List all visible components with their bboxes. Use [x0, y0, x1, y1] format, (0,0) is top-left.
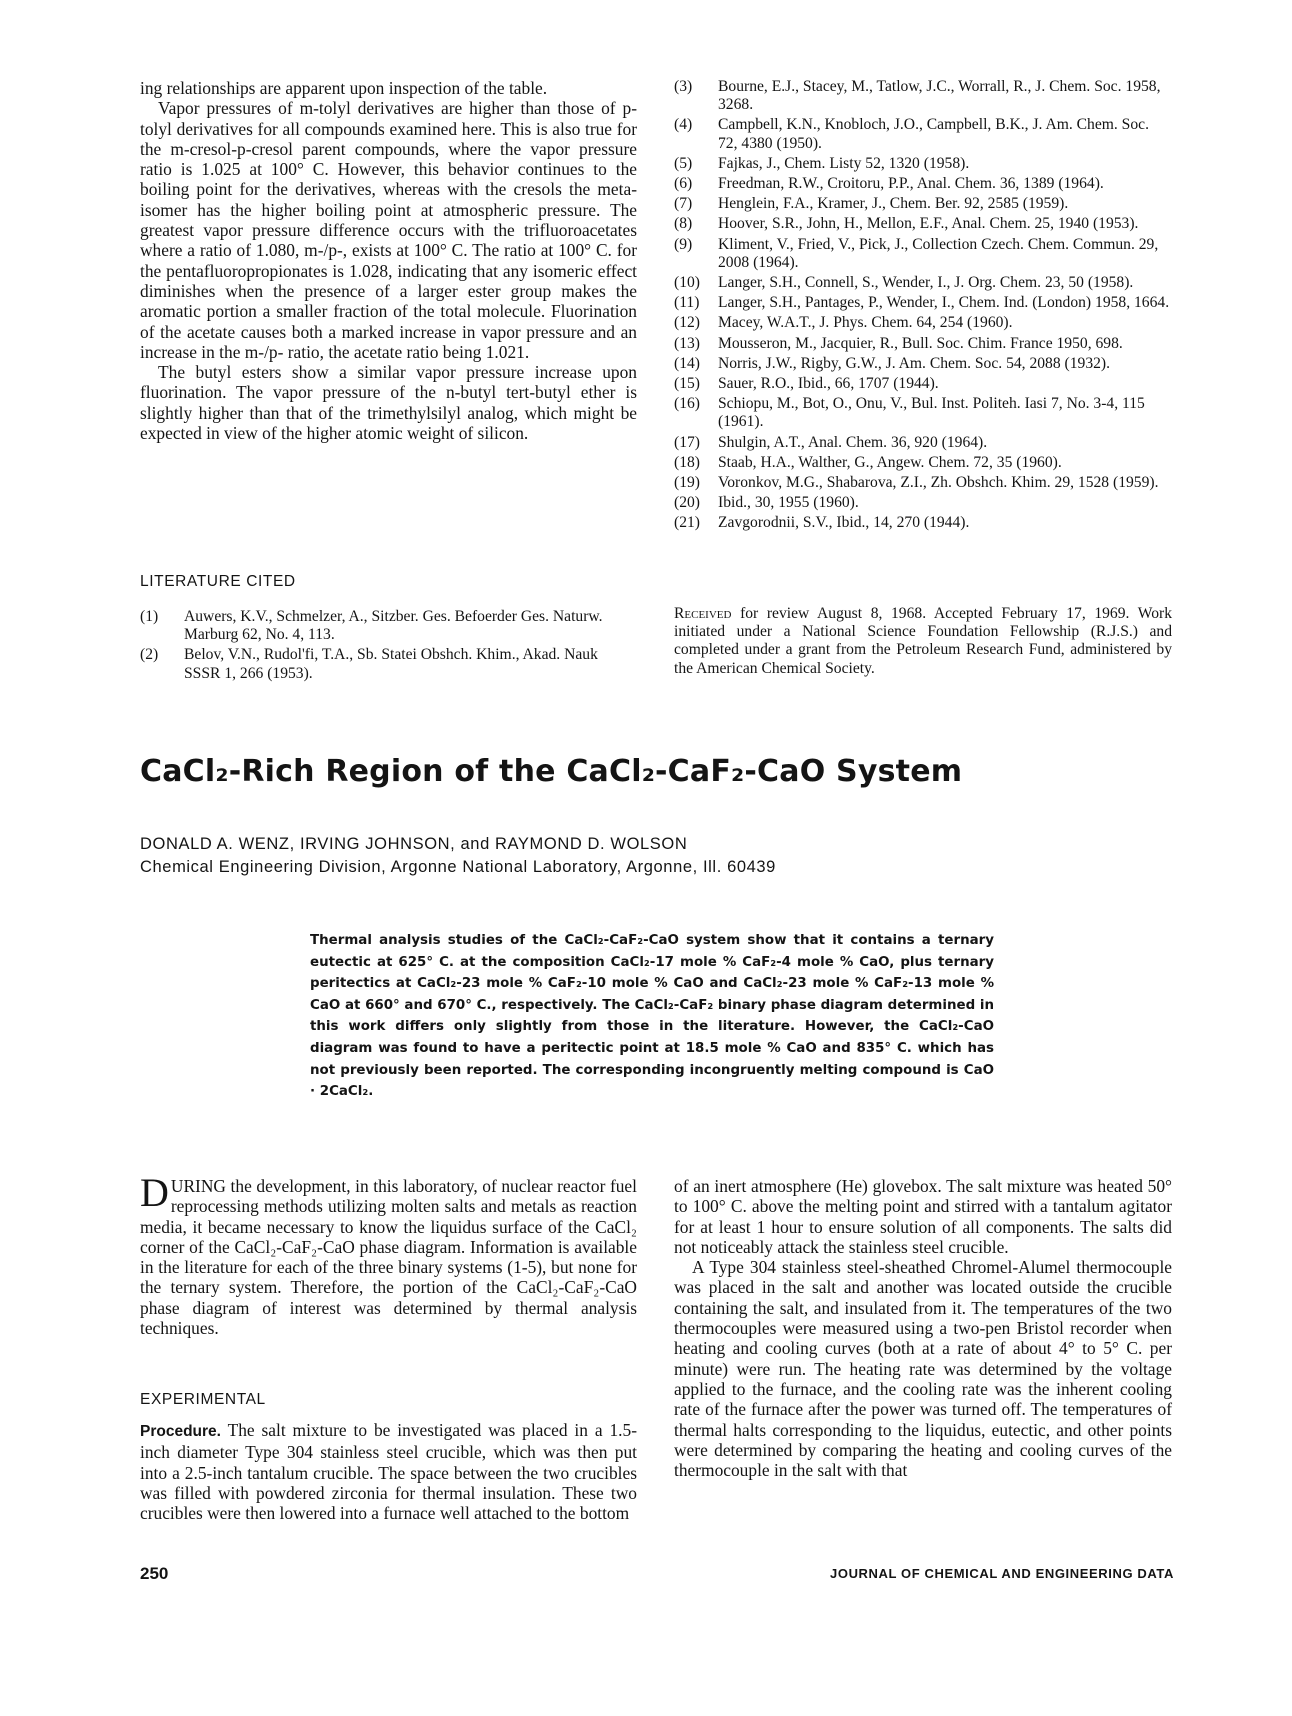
paragraph: Vapor pressures of m-tolyl derivatives are higher than those of p-tolyl derivatives for all compounds examined here. This is also true for the m-cresol-p-cresol parent compounds, where the vapor pressure ratio is 1.025 at 100° C. However, this behavior continues to the boiling point for the derivatives, whereas with the cresols the meta-isomer has the higher boiling point at atmospheric pressure. The greatest vapor pressure difference occurs with the trifluoroacetates where a ratio of 1.080, m-/p-, exists at 100° C. The ratio at 100° C. for the pentafluoropropionates is 1.028, indicating that any isomeric effect diminishes when the presence of a larger ester group makes the aromatic portion a smaller fraction of the total molecule. Fluorination of the acetate causes both a marked increase in vapor pressure and an increase in the m-/p- ratio, the acetate ratio being 1.021. [140, 98, 637, 362]
journal-name: JOURNAL OF CHEMICAL AND ENGINEERING DATA [830, 1566, 1174, 1581]
reference-number: (17) [674, 433, 700, 451]
reference-text: Freedman, R.W., Croitoru, P.P., Anal. Chem. 36, 1389 (1964). [718, 175, 1104, 193]
reference-item [674, 78, 1172, 114]
methods-column [674, 1176, 1172, 1480]
reference-number: (10) [674, 274, 700, 292]
prev-article-body [140, 78, 637, 443]
procedure-paragraph [140, 1420, 637, 1523]
drop-cap: D [140, 1170, 169, 1215]
reference-item [674, 474, 1172, 492]
reference-text: Staab, H.A., Walther, G., Angew. Chem. 72, 35 (1960). [718, 453, 1062, 471]
reference-text: Norris, J.W., Rigby, G.W., J. Am. Chem. Soc. 54, 2088 (1932). [718, 354, 1111, 372]
reference-item [674, 454, 1172, 472]
reference-item [140, 608, 637, 644]
page-number: 250 [140, 1564, 169, 1583]
reference-number: (5) [674, 154, 693, 172]
reference-item [674, 434, 1172, 452]
experimental-heading: EXPERIMENTAL [140, 1391, 266, 1408]
reference-text: Mousseron, M., Jacquier, R., Bull. Soc. Chim. France 1950, 698. [718, 334, 1123, 352]
reference-text: Voronkov, M.G., Shabarova, Z.I., Zh. Obshch. Khim. 29, 1528 (1959). [718, 474, 1159, 492]
procedure-section [140, 1420, 637, 1523]
reference-number: (12) [674, 314, 700, 332]
reference-number: (6) [674, 175, 693, 193]
abstract: Thermal analysis studies of the CaCl₂-CaF₂-CaO system show that it contains a ternary eutectic at 625° C. at the composition CaCl₂-17 mole % CaF₂-4 mole % CaO, plus ternary peritectics at CaCl₂-23 mole % CaF₂-10 mole % CaO and CaCl₂-23 mole % CaF₂-13 mole % CaO at 660° and 670° C., respectively. The CaCl₂-CaF₂ binary phase diagram determined in this work differs only slightly from those in the literature. However, the CaCl₂-CaO diagram was found to have a peritectic point at 18.5 mole % CaO and 835° C. which has not previously been reported. The corresponding incongruently melting compound is CaO · 2CaCl₂. [310, 933, 994, 1100]
reference-number: (19) [674, 474, 700, 492]
reference-text: Langer, S.H., Connell, S., Wender, I., J. Org. Chem. 23, 50 (1958). [718, 274, 1134, 292]
reference-number: (11) [674, 294, 700, 312]
reference-text: Schiopu, M., Bot, O., Onu, V., Bul. Inst. Politeh. Iasi 7, No. 3-4, 115 (1961). [718, 395, 1145, 431]
paragraph: ing relationships are apparent upon inspection of the table. [140, 78, 548, 98]
received-text: for review August 8, 1968. Accepted February 17, 1969. Work initiated under a National Science Foundation Fellowship (R.J.S.) and completed under a grant from the Petroleum Research Fund, administered by the American Chemical Society. [674, 605, 1172, 677]
reference-item [674, 494, 1172, 512]
reference-text: Zavgorodnii, S.V., Ibid., 14, 270 (1944). [718, 514, 970, 532]
author-block [140, 833, 776, 879]
reference-item [674, 294, 1172, 312]
reference-list-right [674, 78, 1172, 539]
reference-text: Hoover, S.R., John, H., Mellon, E.F., Anal. Chem. 25, 1940 (1953). [718, 215, 1139, 233]
reference-number: (20) [674, 494, 700, 512]
reference-item [674, 395, 1172, 431]
paragraph: of an inert atmosphere (He) glovebox. The salt mixture was heated 50° to 100° C. above the melting point and stirred with a tantalum agitator for at least 1 hour to ensure solution of all components. The salts did not noticeably attack the stainless steel crucible. [674, 1176, 1172, 1257]
procedure-label: Procedure. [140, 1423, 221, 1440]
intro-paragraph [140, 1170, 637, 1339]
reference-item [674, 236, 1172, 272]
reference-text: Auwers, K.V., Schmelzer, A., Sitzber. Ges. Befoerder Ges. Naturw. Marburg 62, No. 4, 113. [184, 608, 603, 644]
reference-number: (14) [674, 354, 700, 372]
article-title: CaCl₂-Rich Region of the CaCl₂-CaF₂-CaO System [140, 754, 963, 789]
reference-number: (3) [674, 78, 693, 95]
reference-number: (7) [674, 195, 693, 213]
reference-text: Macey, W.A.T., J. Phys. Chem. 64, 254 (1960). [718, 314, 1013, 332]
reference-number: (8) [674, 215, 693, 233]
reference-text: Sauer, R.O., Ibid., 66, 1707 (1944). [718, 375, 939, 393]
reference-item [140, 646, 637, 682]
reference-item [674, 116, 1172, 152]
reference-item [674, 514, 1172, 532]
reference-number: (1) [140, 608, 159, 625]
author-names: DONALD A. WENZ, IRVING JOHNSON, and RAYMOND D. WOLSON [140, 835, 688, 853]
reference-text: Langer, S.H., Pantages, P., Wender, I., Chem. Ind. (London) 1958, 1664. [718, 294, 1170, 312]
reference-number: (4) [674, 116, 693, 134]
reference-item [674, 335, 1172, 353]
procedure-text: The salt mixture to be investigated was placed in a 1.5-inch diameter Type 304 stainless steel crucible, which was then put into a 2.5-inch tantalum crucible. The space between the two crucibles was filled with powdered zirconia for thermal insulation. These two crucibles were then lowered into a furnace well attached to the bottom [140, 1420, 637, 1524]
reference-item [674, 355, 1172, 373]
reference-number: (9) [674, 235, 693, 253]
intro-text: URING the development, in this laboratory, of nuclear reactor fuel reprocessing methods utilizing molten salts and metals as reaction media, it became necessary to know the liquidus surface of the CaCl₂ corner of the CaCl₂-CaF₂-CaO phase diagram. Information is available in the literature for each of the three binary systems (1-5), but none for the ternary system. Therefore, the portion of the CaCl₂-CaF₂-CaO phase diagram of interest was determined by thermal analysis techniques. [140, 1176, 637, 1339]
reference-item [674, 155, 1172, 173]
reference-text: Kliment, V., Fried, V., Pick, J., Collection Czech. Chem. Commun. 29, 2008 (1964). [718, 235, 1159, 271]
reference-list-left [140, 608, 637, 685]
reference-number: (13) [674, 334, 700, 352]
paragraph: The butyl esters show a similar vapor pressure increase upon fluorination. The vapor pressure of the n-butyl tert-butyl ether is slightly higher than that of the trimethylsilyl analog, which might be expected in view of the higher atomic weight of silicon. [140, 362, 637, 444]
received-label: Received [674, 605, 732, 622]
reference-number: (18) [674, 453, 700, 471]
reference-text: Ibid., 30, 1955 (1960). [718, 494, 859, 512]
reference-text: Campbell, K.N., Knobloch, J.O., Campbell, B.K., J. Am. Chem. Soc. 72, 4380 (1950). [718, 116, 1149, 152]
reference-number: (15) [674, 375, 700, 393]
reference-item [674, 314, 1172, 332]
reference-item [674, 195, 1172, 213]
received-note [674, 605, 1172, 678]
reference-text: Belov, V.N., Rudol'fi, T.A., Sb. Statei Obshch. Khim., Akad. Nauk SSSR 1, 266 (1953). [184, 646, 598, 682]
reference-number: (16) [674, 395, 700, 413]
reference-item [674, 375, 1172, 393]
reference-item [674, 274, 1172, 292]
reference-item [674, 215, 1172, 233]
reference-number: (2) [140, 646, 159, 664]
reference-item [674, 175, 1172, 193]
reference-text: Bourne, E.J., Stacey, M., Tatlow, J.C., Worrall, R., J. Chem. Soc. 1958, 3268. [718, 78, 1161, 114]
paragraph: A Type 304 stainless steel-sheathed Chromel-Alumel thermocouple was placed in the salt and another was located outside the crucible containing the salt, and insulated from it. The temperatures of the two thermocouples were measured using a two-pen Bristol recorder when heating and cooling curves (both at a rate of about 4° to 5° C. per minute) were run. The heating rate was determined by the voltage applied to the furnace, and the cooling rate was the inherent cooling rate of the furnace after the power was turned off. The temperatures of thermal halts corresponding to the liquidus, eutectic, and other points were determined by comparing the heating and cooling curves of the thermocouple in the salt with that [674, 1257, 1172, 1481]
reference-number: (21) [674, 514, 700, 532]
reference-text: Fajkas, J., Chem. Listy 52, 1320 (1958). [718, 154, 970, 172]
literature-cited-heading: LITERATURE CITED [140, 573, 296, 590]
intro-column [140, 1170, 637, 1339]
reference-text: Henglein, F.A., Kramer, J., Chem. Ber. 92, 2585 (1959). [718, 195, 1069, 213]
author-affiliation: Chemical Engineering Division, Argonne National Laboratory, Argonne, Ill. 60439 [140, 858, 776, 876]
reference-text: Shulgin, A.T., Anal. Chem. 36, 920 (1964). [718, 433, 988, 451]
